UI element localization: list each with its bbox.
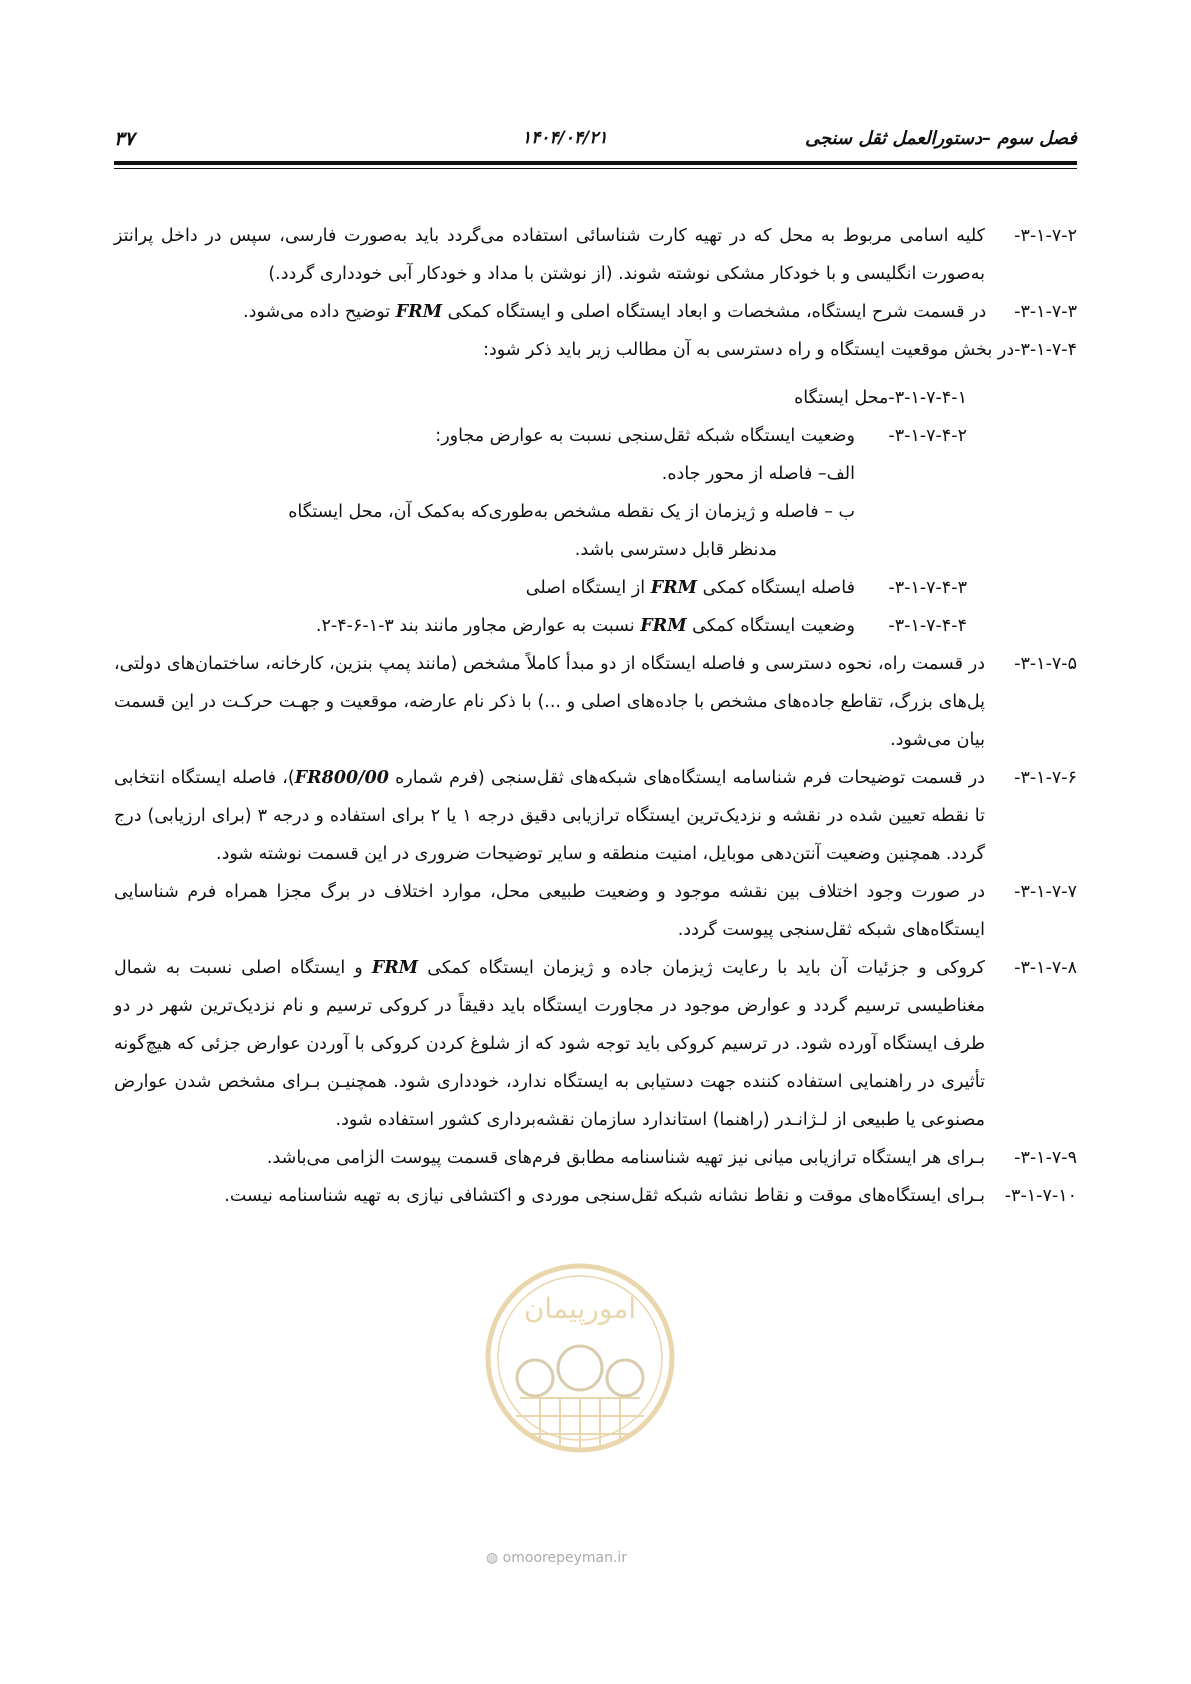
chapter-title: فصل سوم –دستورالعمل ثقل سنجی [804,128,1077,149]
clause-text: بـرای هر ایستگاه ترازیابی میانی نیز تهیه شناسنامه مطابق فرم‌های قسمت پیوست الزامی می‌باشد. [266,1148,985,1168]
clause-text: محل ایستگاه [794,388,889,408]
item-be [114,493,1077,531]
watermark-logo [480,1258,680,1488]
frm-code: FRM [395,302,443,322]
page-header [114,128,1077,164]
clause-text: وضعیت ایستگاه کمکی [692,616,855,636]
paragraph-3-1-7-8 [114,949,1077,1139]
clause-number: ۳-۱-۷-۸- [1014,958,1077,978]
clause-text: در قسمت شرح ایستگاه، مشخصات و ابعاد ایستگاه اصلی و ایستگاه کمکی [447,302,987,322]
paragraph-3-1-7-3 [114,293,1077,331]
header-rule-thin [114,168,1077,169]
frm-code: FRM [640,616,687,636]
clause-text: وضعیت ایستگاه شبکه ثقل‌سنجی نسبت به عوارض مجاور: [435,426,855,446]
form-number: FR800/00 [294,768,389,788]
clause-text: در بخش موقعیت ایستگاه و راه دسترسی به آن مطالب زیر باید ذکر شود: [483,340,1015,360]
document-body [114,217,1077,1215]
subclause-3-1-7-4-2 [114,417,967,455]
header-date: ۱۴۰۴/۰۴/۲۱ [522,128,608,148]
item-be-continued: مدنظر قابل دسترسی باشد. [574,540,777,560]
frm-code: FRM [371,958,419,978]
clause-number: ۳-۱-۷-۳- [1014,302,1077,322]
paragraph-3-1-7-9 [114,1139,1077,1177]
clause-number: ۳-۱-۷-۷- [1014,882,1077,902]
clause-text: بـرای ایستگاه‌های موقت و نقاط نشانه شبکه ثقل‌سنجی موردی و اکتشافی نیازی به تهیه شناسنامه نیست. [224,1186,985,1206]
clause-number: ۳-۱-۷-۴-۳- [888,578,967,598]
clause-number: ۳-۱-۷-۶- [1014,768,1077,788]
watermark-logo-text: امورپیمان [523,1292,637,1325]
paragraph-3-1-7-5 [114,645,1077,759]
clause-text-end: و ایستگاه اصلی نسبت به شمال مغناطیسی ترسیم گردد و عوارض موجود در مجاورت ایستگاه باید دقیقاً در کروکی ترسیم و نام نزدیک‌ترین شهر در دو طرف ایستگاه آورده شود. در ترسیم کروکی باید توجه شود که از شلوغ کردن کروکی با آوردن عوارض جزئی که هیچ‌گونه تأثیری در راهنمایی استفاده کننده جهت دستیابی به ایستگاه ندارد، خودداری شود. همچنیـن بـرای مشخص شدن عوارض مصنوعی یا طبیعی از لـژانـدر (راهنما) استاندارد سازمان نقشه‌برداری کشور استفاده شود. [114,958,985,1130]
clause-number: ۳-۱-۷-۵- [1014,654,1077,674]
globe-icon: ◍ [486,1550,499,1566]
paragraph-3-1-7-10 [114,1177,1077,1215]
subclause-3-1-7-4-1 [114,379,967,417]
subclause-3-1-7-4-4 [114,607,967,645]
clause-text: در قسمت راه، نحوه دسترسی و فاصله ایستگاه از دو مبدأ کاملاً مشخص (مانند پمپ بنزین، کارخانه، ساختمان‌های دولتی، پل‌های بزرگ، تقاطع جاده‌های مشخص با جاده‌های اصلی و ...) با ذکر نام عارضه، موقعیت و جهـت حرکـت در این قسمت بیان می‌شود. [114,654,985,750]
watermark-url: ◍ omoorepeyman.ir [486,1550,628,1566]
paragraph-3-1-7-2 [114,217,1077,293]
clause-text-end: از ایستگاه اصلی [525,578,646,598]
paragraph-3-1-7-4 [114,331,1077,369]
clause-number: ۳-۱-۷-۹- [1014,1148,1077,1168]
header-rule-thick [114,161,1077,165]
item-be-text: ب – فاصله و ژیزمان از یک نقطه مشخص به‌طوری‌که به‌کمک آن، محل ایستگاه [288,502,855,522]
clause-text: فاصله ایستگاه کمکی [702,578,855,598]
clause-text-end: )، فاصله ایستگاه انتخابی تا نقطه تعیین شده در نقشه و نزدیک‌ترین ایستگاه ترازیابی دقیق درجه ۱ یا ۲ برای استفاده و درجه ۳ (برای ارزیابی) درج گردد. همچنین وضعیت آنتن‌دهی موبایل، امنیت منطقه و سایر توضیحات ضروری در این قسمت نوشته شود. [114,768,985,864]
item-alef: الف– فاصله از محور جاده. [661,464,855,484]
clause-number: ۳-۱-۷-۴- [1014,340,1077,360]
clause-text-end: نسبت به عوارض مجاور مانند بند ۳-۱-۶-۴-۲. [315,616,635,636]
clause-text: کروکی و جزئیات آن باید با رعایت ژیزمان جاده و ژیزمان ایستگاه کمکی [427,958,985,978]
clause-number: ۳-۱-۷-۲- [1014,226,1077,246]
paragraph-3-1-7-7 [114,873,1077,949]
clause-number: ۳-۱-۷-۴-۴- [888,616,967,636]
frm-code: FRM [650,578,698,598]
clause-number: ۳-۱-۷-۴-۲- [888,426,967,446]
page-number: ۳۷ [114,128,135,150]
clause-text-end: توضیح داده می‌شود. [243,302,391,322]
clause-number: ۳-۱-۷-۴-۱- [888,388,967,408]
clause-number: ۳-۱-۷-۱۰- [1004,1186,1077,1206]
clause-text: در قسمت توضیحات فرم شناسامه ایستگاه‌های شبکه‌های ثقل‌سنجی (فرم شماره [395,768,985,788]
subclause-3-1-7-4-3 [114,569,967,607]
paragraph-3-1-7-6 [114,759,1077,873]
clause-text: در صورت وجود اختلاف بین نقشه موجود و وضعیت طبیعی محل، موارد اختلاف در برگ مجزا همراه فرم شناسایی ایستگاه‌های شبکه ثقل‌سنجی پیوست گردد. [114,882,985,940]
clause-text: کلیه اسامی مربوط به محل که در تهیه کارت شناسائی استفاده می‌گردد باید به‌صورت فارسی، سپس در داخل پرانتز به‌صورت انگلیسی و با خودکار مشکی نوشته شوند. (از نوشتن با مداد و خودکار آبی خودداری گردد.) [114,226,985,284]
